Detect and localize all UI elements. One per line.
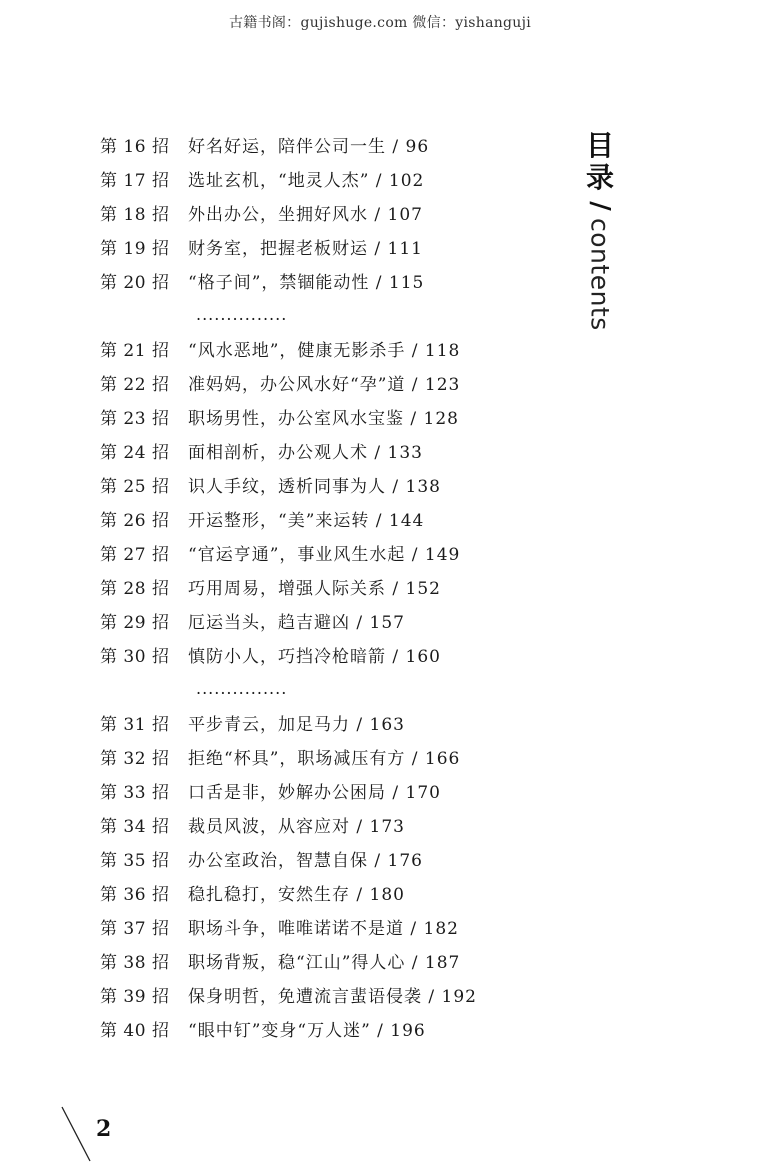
entry-number: 第 28 招	[100, 578, 170, 599]
entry-title: 稳扎稳打，安然生存 / 180	[188, 884, 405, 905]
entry-number: 第 39 招	[100, 986, 170, 1007]
entry-title: 好名好运，陪伴公司一生 / 96	[188, 136, 430, 157]
entry-number: 第 27 招	[100, 544, 170, 565]
dotted-separator: ...............	[196, 304, 288, 324]
entry-title: 外出办公，坐拥好风水 / 107	[188, 204, 423, 225]
entry-title: 办公室政治，智慧自保 / 176	[188, 850, 423, 871]
entry-number: 第 33 招	[100, 782, 170, 803]
entry-title: 职场背叛，稳“江山”得人心 / 187	[188, 952, 461, 973]
toc-entry	[100, 569, 560, 603]
toc-group-2	[100, 331, 560, 671]
entry-number: 第 37 招	[100, 918, 170, 939]
toc-entry	[100, 501, 560, 535]
toc-entry	[100, 161, 560, 195]
entry-number: 第 24 招	[100, 442, 170, 463]
toc-entry	[100, 909, 560, 943]
entry-title: “风水恶地”，健康无影杀手 / 118	[188, 340, 461, 361]
entry-title: 口舌是非，妙解办公困局 / 170	[188, 782, 441, 803]
toc-entry	[100, 535, 560, 569]
entry-number: 第 31 招	[100, 714, 170, 735]
entry-number: 第 34 招	[100, 816, 170, 837]
toc-entry	[100, 195, 560, 229]
dotted-separator: ...............	[196, 678, 288, 698]
entry-number: 第 25 招	[100, 476, 170, 497]
toc-entry	[100, 1011, 560, 1045]
toc-entry	[100, 875, 560, 909]
toc-entry	[100, 739, 560, 773]
contents-side-heading	[578, 130, 622, 331]
toc-entry	[100, 637, 560, 671]
entry-title: 财务室，把握老板财运 / 111	[188, 238, 423, 259]
toc-entry	[100, 433, 560, 467]
entry-title: “格子间”，禁锢能动性 / 115	[188, 272, 425, 293]
entry-title: 识人手纹，透析同事为人 / 138	[188, 476, 441, 497]
toc-entry	[100, 773, 560, 807]
toc-entry	[100, 331, 560, 365]
entry-number: 第 35 招	[100, 850, 170, 871]
entry-title: 巧用周易，增强人际关系 / 152	[188, 578, 441, 599]
toc-entry	[100, 603, 560, 637]
entry-title: 开运整形，“美”来运转 / 144	[188, 510, 425, 531]
toc-entry	[100, 229, 560, 263]
toc-entry	[100, 841, 560, 875]
toc-entry	[100, 399, 560, 433]
entry-title: “官运亨通”，事业风生水起 / 149	[188, 544, 461, 565]
entry-number: 第 32 招	[100, 748, 170, 769]
entry-title: 职场男性，办公室风水宝鉴 / 128	[188, 408, 459, 429]
entry-title: 拒绝“杯具”，职场减压有方 / 166	[188, 748, 461, 769]
entry-number: 第 19 招	[100, 238, 170, 259]
entry-title: 保身明哲，免遭流言蜚语侵袭 / 192	[188, 986, 477, 1007]
entry-number: 第 21 招	[100, 340, 170, 361]
watermark-text: 古籍书阁：gujishuge.com 微信：yishanguji	[228, 15, 532, 31]
entry-title: 厄运当头，趋吉避凶 / 157	[188, 612, 405, 633]
entry-number: 第 17 招	[100, 170, 170, 191]
entry-number: 第 22 招	[100, 374, 170, 395]
entry-title: 平步青云，加足马力 / 163	[188, 714, 405, 735]
toc-entry	[100, 977, 560, 1011]
entry-number: 第 29 招	[100, 612, 170, 633]
heading-slash: /	[585, 201, 615, 211]
toc-entry	[100, 365, 560, 399]
entry-number: 第 26 招	[100, 510, 170, 531]
heading-char-lu: 录	[585, 161, 614, 194]
toc-entry	[100, 127, 560, 161]
page-number: 2	[96, 1116, 112, 1142]
heading-char-mu: 目	[585, 129, 614, 162]
toc-group-1	[100, 127, 560, 297]
entry-title: 慎防小人，巧挡冷枪暗箭 / 160	[188, 646, 441, 667]
entry-number: 第 18 招	[100, 204, 170, 225]
toc-entry	[100, 807, 560, 841]
entry-title: 选址玄机，“地灵人杰” / 102	[188, 170, 425, 191]
toc-entry	[100, 263, 560, 297]
entry-number: 第 36 招	[100, 884, 170, 905]
entry-number: 第 38 招	[100, 952, 170, 973]
entry-number: 第 30 招	[100, 646, 170, 667]
toc-entry	[100, 943, 560, 977]
entry-title: 面相剖析，办公观人术 / 133	[188, 442, 423, 463]
entry-title: 职场斗争，唯唯诺诺不是道 / 182	[188, 918, 459, 939]
entry-title: 裁员风波，从容应对 / 173	[188, 816, 405, 837]
toc-entry	[100, 705, 560, 739]
corner-diagonal-line	[60, 1105, 94, 1165]
entry-title: 准妈妈，办公风水好“孕”道 / 123	[188, 374, 461, 395]
entry-number: 第 40 招	[100, 1020, 170, 1041]
heading-english: contents	[585, 218, 615, 331]
toc-group-3	[100, 705, 560, 1045]
table-of-contents	[100, 127, 560, 1045]
entry-number: 第 16 招	[100, 136, 170, 157]
toc-entry	[100, 467, 560, 501]
entry-number: 第 23 招	[100, 408, 170, 429]
entry-title: “眼中钉”变身“万人迷” / 196	[188, 1020, 426, 1041]
entry-number: 第 20 招	[100, 272, 170, 293]
